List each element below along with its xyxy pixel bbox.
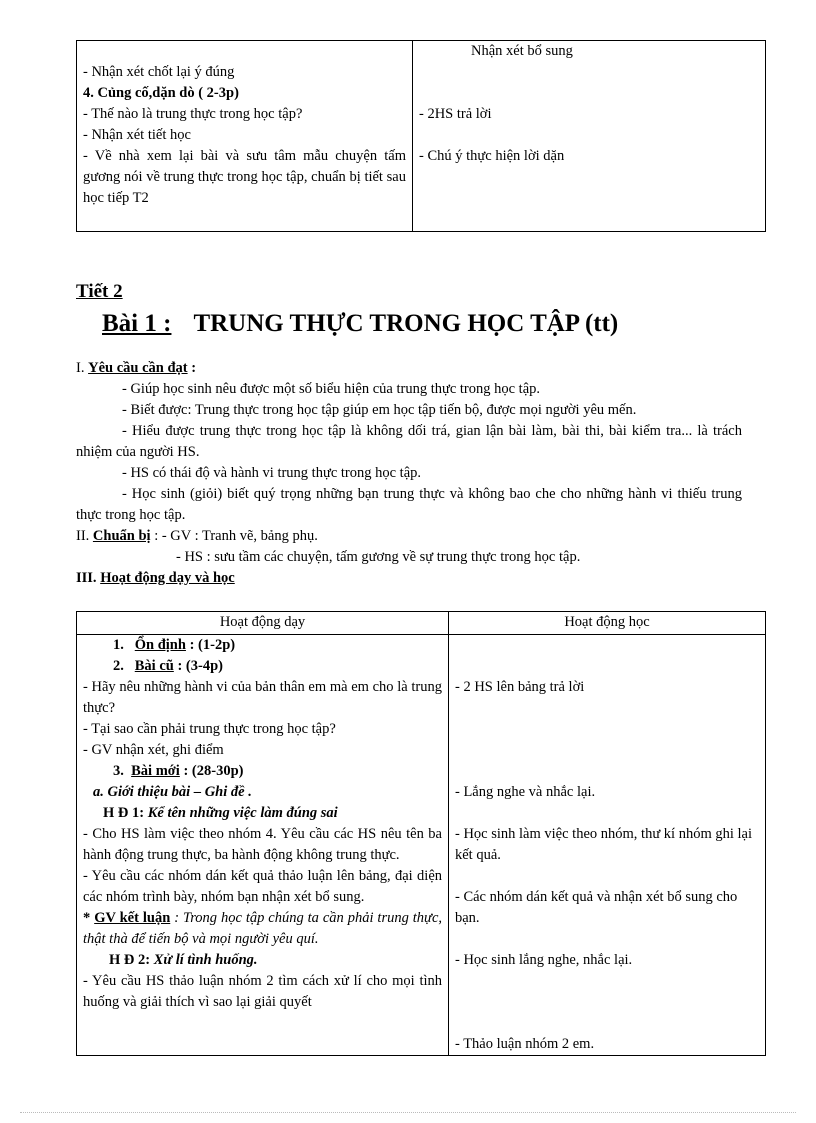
list-item: - Chú ý thực hiện lời dặn (419, 148, 565, 164)
section-heading: II. Chuẩn bị : - GV : Tranh vẽ, bảng phụ. (76, 528, 318, 544)
list-item: - Các nhóm dán kết quả và nhận xét bổ sung cho bạn. (455, 889, 738, 926)
lesson-number: Bài 1 : (102, 310, 172, 337)
list-item: - HS : sưu tầm các chuyện, tấm gương về sự trung thực trong học tập. (176, 549, 581, 565)
teacher-cell (77, 635, 449, 1056)
list-item: H Đ 1: Kể tên những việc làm đúng sai (103, 805, 338, 821)
list-item: 4. Củng cố,dặn dò ( 2-3p) (83, 85, 239, 101)
lesson-period-heading: Tiết 2 (76, 281, 123, 302)
list-item: - Thế nào là trung thực trong học tập? (83, 106, 303, 122)
list-item: - Lắng nghe và nhắc lại. (455, 784, 596, 800)
list-item: H Đ 2: Xử lí tình huống. (109, 952, 258, 968)
objectives-section (76, 358, 742, 589)
page-divider (20, 1112, 796, 1113)
list-item: a. Giới thiệu bài – Ghi đề . (93, 784, 252, 800)
list-item: - Nhận xét chốt lại ý đúng (83, 64, 235, 80)
section-heading: III. Hoạt động dạy và học (76, 570, 235, 586)
list-item: - Yêu cầu HS thảo luận nhóm 2 tìm cách xử lí cho mọi tình huống và giải thích vì sao lại giải quyết (83, 973, 442, 1010)
list-item: - Hãy nêu những hành vi của bản thân em mà em cho là trung thực? (83, 679, 442, 716)
activities-table (76, 611, 766, 1056)
list-item: - Học sinh lắng nghe, nhắc lại. (455, 952, 633, 968)
list-item: Nhận xét bổ sung (471, 43, 573, 59)
list-item: - HS có thái độ và hành vi trung thực trong học tập. (122, 465, 422, 481)
list-item: 3. Bài mới : (28-30p) (113, 763, 244, 779)
teacher-cell (77, 41, 413, 232)
list-item: - GV nhận xét, ghi điểm (83, 742, 224, 758)
student-cell (413, 41, 766, 232)
lesson-title (102, 307, 618, 341)
continuation-table (76, 40, 766, 232)
table-row (77, 41, 766, 232)
list-item: - 2HS trả lời (419, 106, 492, 122)
student-cell (449, 635, 766, 1056)
list-item: - Biết được: Trung thực trong học tập giúp em học tập tiến bộ, được mọi người yêu mến. (122, 402, 637, 418)
list-item: - Cho HS làm việc theo nhóm 4. Yêu cầu các HS nêu tên ba hành động trung thực, ba hành động không trung thực. (83, 826, 442, 863)
table-row (77, 635, 766, 1056)
list-item: - 2 HS lên bảng trả lời (455, 679, 585, 695)
table-header-row (77, 612, 766, 635)
list-item: - Giúp học sinh nêu được một số biểu hiện của trung thực trong học tập. (122, 381, 541, 397)
section-heading: I. Yêu cầu cần đạt : (76, 360, 197, 376)
column-header-student: Hoạt động học (449, 612, 766, 635)
list-item: 1. Ổn định : (1-2p) (113, 637, 236, 653)
list-item: - Học sinh (giỏi) biết quý trọng những bạn trung thực và không bao che cho những hành vi thiếu trung thực trong học tập. (76, 486, 742, 523)
list-item: - Nhận xét tiết học (83, 127, 191, 143)
list-item: - Học sinh làm việc theo nhóm, thư kí nhóm ghi lại kết quả. (455, 826, 753, 863)
list-item: - Thảo luận nhóm 2 em. (455, 1036, 595, 1052)
list-item: * GV kết luận : Trong học tập chúng ta cần phải trung thực, thật thà để tiến bộ và mọi người yêu quí. (83, 910, 443, 947)
list-item: - Tại sao cần phải trung thực trong học tập? (83, 721, 336, 737)
list-item: - Yêu cầu các nhóm dán kết quả thảo luận lên bảng, đại diện các nhóm trình bày, nhóm bạn nhận xét bổ sung. (83, 868, 442, 905)
list-item: - Về nhà xem lại bài và sưu tâm mẫu chuyện tấm gương nói về trung thực trong học tập, chuẩn bị tiết sau học tiếp T2 (83, 148, 406, 206)
lesson-title-text: TRUNG THỰC TRONG HỌC TẬP (tt) (193, 310, 619, 337)
column-header-teacher: Hoạt động dạy (77, 612, 449, 635)
list-item: 2. Bài cũ : (3-4p) (113, 658, 223, 674)
list-item: - Hiểu được trung thực trong học tập là không dối trá, gian lận bài làm, bài thi, bài kiểm tra... là trách nhiệm của người HS. (76, 423, 742, 460)
